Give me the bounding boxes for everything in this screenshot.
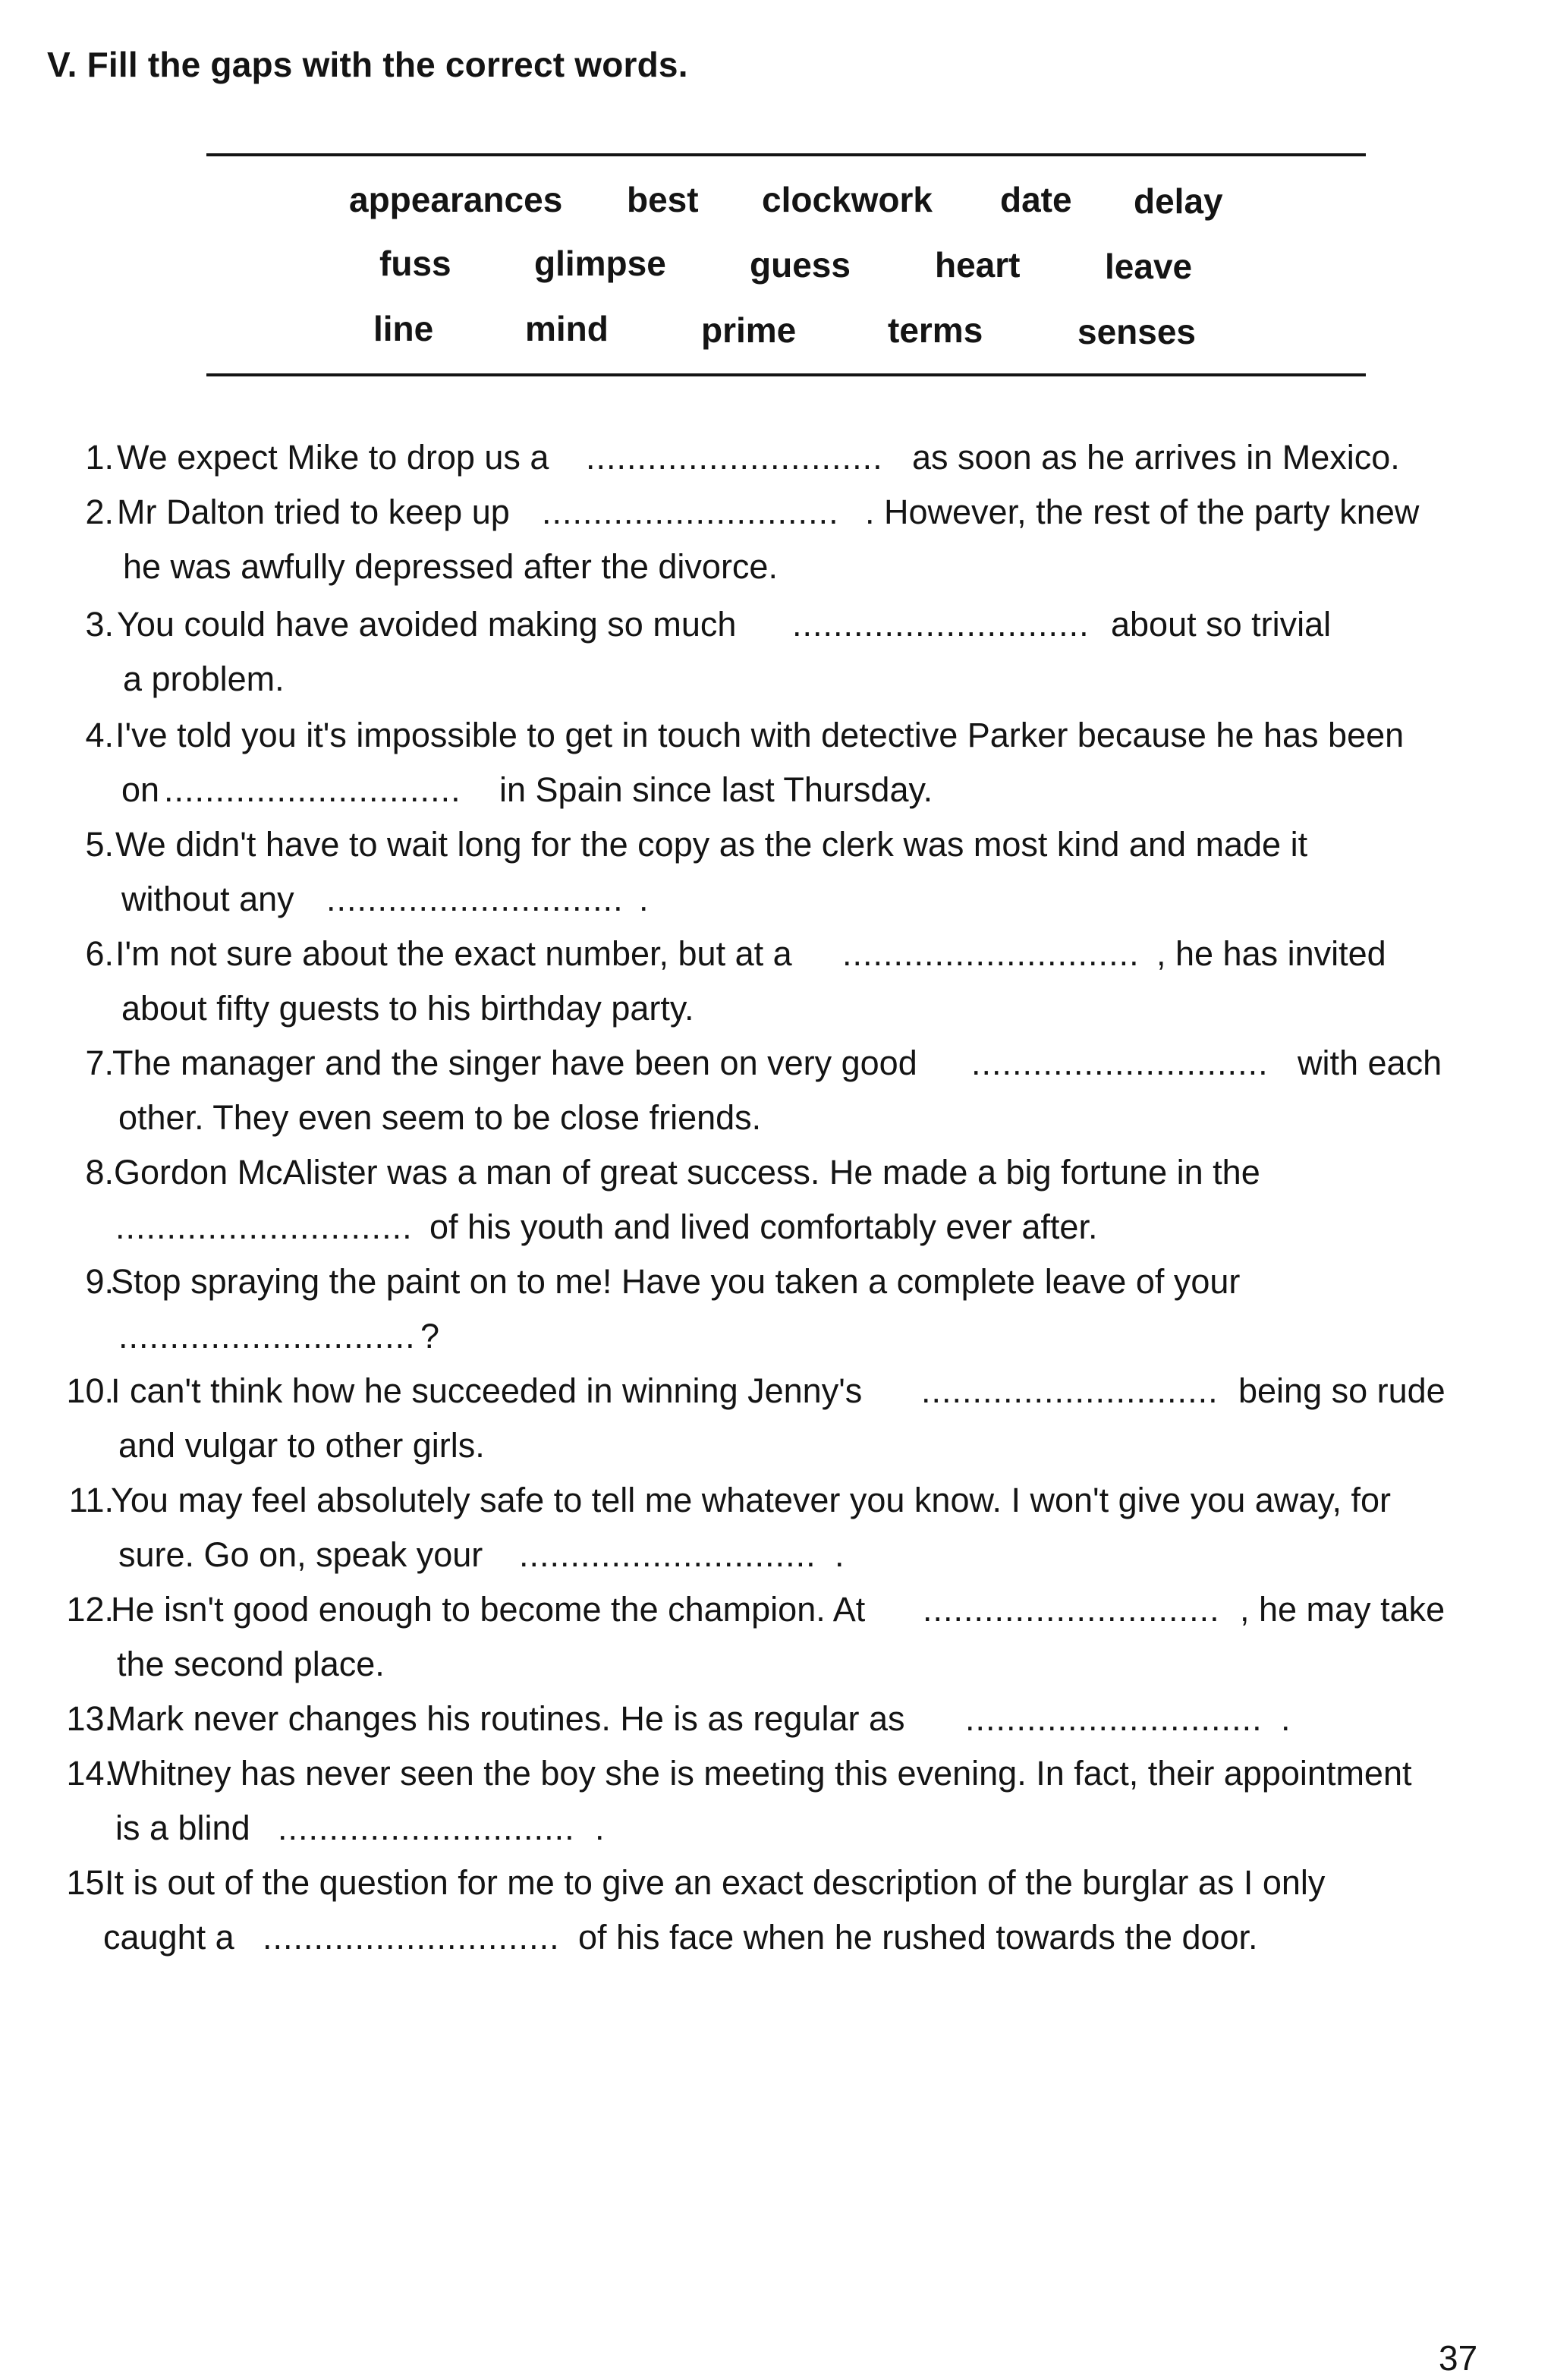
item-text: other. They even seem to be close friends. xyxy=(118,1098,762,1137)
answer-gap[interactable]: ............................. xyxy=(278,1809,575,1847)
item-number: 14. xyxy=(66,1754,114,1793)
item-text: , he may take xyxy=(1240,1590,1445,1629)
item-text: I'm not sure about the exact number, but at a xyxy=(115,934,792,973)
item-number: 10. xyxy=(66,1371,114,1410)
item-text: , he has invited xyxy=(1156,934,1386,973)
item-text: of his youth and lived comfortably ever after. xyxy=(429,1207,1098,1246)
item-text: of his face when he rushed towards the door. xyxy=(578,1918,1258,1957)
answer-gap[interactable]: ............................. xyxy=(263,1918,560,1957)
word-bank-word: senses xyxy=(1077,312,1197,351)
word-bank-bottom-rule xyxy=(206,373,1366,376)
item-text: about so trivial xyxy=(1111,605,1332,644)
item-number: 9. xyxy=(85,1262,114,1301)
item-number: 5. xyxy=(85,825,114,864)
item-text: caught a xyxy=(103,1918,234,1957)
word-bank-word: line xyxy=(373,309,434,348)
word-bank-word: appearances xyxy=(349,180,563,219)
item-text: with each xyxy=(1298,1044,1442,1082)
word-bank-word: terms xyxy=(888,310,983,350)
item-text: It is out of the question for me to give an exact description of the burglar as I only xyxy=(105,1863,1326,1902)
item-text: about fifty guests to his birthday party. xyxy=(121,989,694,1028)
item-text: Whitney has never seen the boy she is meeting this evening. In fact, their appointment xyxy=(108,1754,1412,1793)
word-bank-word: glimpse xyxy=(534,244,666,283)
item-number: 2. xyxy=(85,493,114,531)
item-text: without any xyxy=(121,880,294,918)
item-text: The manager and the singer have been on very good xyxy=(112,1044,917,1082)
item-text: He isn't good enough to become the champion. At xyxy=(111,1590,866,1629)
answer-gap[interactable]: ............................. xyxy=(965,1699,1263,1738)
word-bank-word: mind xyxy=(525,309,609,348)
answer-gap[interactable]: ............................. xyxy=(923,1590,1220,1629)
word-bank-word: clockwork xyxy=(762,180,933,219)
item-number: 3. xyxy=(85,605,114,644)
item-text: a problem. xyxy=(123,660,285,698)
item-text: Mark never changes his routines. He is as regular as xyxy=(108,1699,905,1738)
item-text: the second place. xyxy=(117,1645,385,1683)
word-bank-word: fuss xyxy=(379,244,451,283)
word-bank-word: leave xyxy=(1105,247,1193,286)
item-number: 1. xyxy=(85,438,114,477)
item-number: 4. xyxy=(85,716,114,754)
word-bank-word: guess xyxy=(750,245,851,285)
answer-gap[interactable]: ............................. xyxy=(519,1535,816,1574)
word-bank-word: heart xyxy=(935,245,1021,285)
item-text: is a blind xyxy=(115,1809,250,1847)
item-text: as soon as he arrives in Mexico. xyxy=(912,438,1400,477)
item-text: . xyxy=(1281,1699,1291,1738)
item-number: 11. xyxy=(68,1481,114,1519)
item-number: 15. xyxy=(66,1863,114,1902)
item-text: You may feel absolutely safe to tell me whatever you know. I won't give you away, for xyxy=(111,1481,1391,1519)
item-number: 7. xyxy=(85,1044,114,1082)
answer-gap[interactable]: ............................. xyxy=(326,880,624,918)
item-number: 8. xyxy=(85,1153,114,1192)
item-text: he was awfully depressed after the divorce. xyxy=(123,547,778,586)
word-bank-word: best xyxy=(627,180,699,219)
item-number: 12. xyxy=(66,1590,114,1629)
answer-gap[interactable]: ............................. xyxy=(586,438,883,477)
item-text: I've told you it's impossible to get in touch with detective Parker because he has been xyxy=(115,716,1405,754)
item-text: I can't think how he succeeded in winning Jenny's xyxy=(111,1371,863,1410)
answer-gap[interactable]: ............................. xyxy=(921,1371,1219,1410)
item-text: You could have avoided making so much xyxy=(117,605,737,644)
item-text: We didn't have to wait long for the copy as the clerk was most kind and made it xyxy=(115,825,1308,864)
item-text: . xyxy=(595,1809,605,1847)
page-number: 37 xyxy=(1439,2338,1478,2378)
answer-gap[interactable]: ............................. xyxy=(792,605,1090,644)
word-bank-word: delay xyxy=(1134,181,1223,221)
item-text: being so rude xyxy=(1238,1371,1445,1410)
item-text: . However, the rest of the party knew xyxy=(865,493,1420,531)
answer-gap[interactable]: ............................. xyxy=(971,1044,1269,1082)
answer-gap[interactable]: ............................. xyxy=(164,770,461,809)
answer-gap[interactable]: ............................. xyxy=(115,1207,413,1246)
answer-gap[interactable]: ............................. xyxy=(118,1317,416,1355)
item-text: on xyxy=(121,770,160,809)
item-text: Gordon McAlister was a man of great success. He made a big fortune in the xyxy=(114,1153,1260,1192)
item-text: . xyxy=(835,1535,845,1574)
item-text: sure. Go on, speak your xyxy=(118,1535,483,1574)
exercise-title: V. Fill the gaps with the correct words. xyxy=(47,45,688,84)
word-bank-word: prime xyxy=(701,310,797,350)
word-bank-top-rule xyxy=(206,153,1366,156)
item-text: and vulgar to other girls. xyxy=(118,1426,485,1465)
item-text: We expect Mike to drop us a xyxy=(117,438,549,477)
item-text: ? xyxy=(420,1317,440,1355)
item-number: 13. xyxy=(66,1699,114,1738)
item-text: in Spain since last Thursday. xyxy=(499,770,933,809)
item-text: Mr Dalton tried to keep up xyxy=(117,493,510,531)
answer-gap[interactable]: ............................. xyxy=(542,493,839,531)
item-text: . xyxy=(639,880,649,918)
item-number: 6. xyxy=(85,934,114,973)
word-bank-word: date xyxy=(1000,180,1072,219)
answer-gap[interactable]: ............................. xyxy=(842,934,1140,973)
item-text: Stop spraying the paint on to me! Have you taken a complete leave of your xyxy=(111,1262,1241,1301)
